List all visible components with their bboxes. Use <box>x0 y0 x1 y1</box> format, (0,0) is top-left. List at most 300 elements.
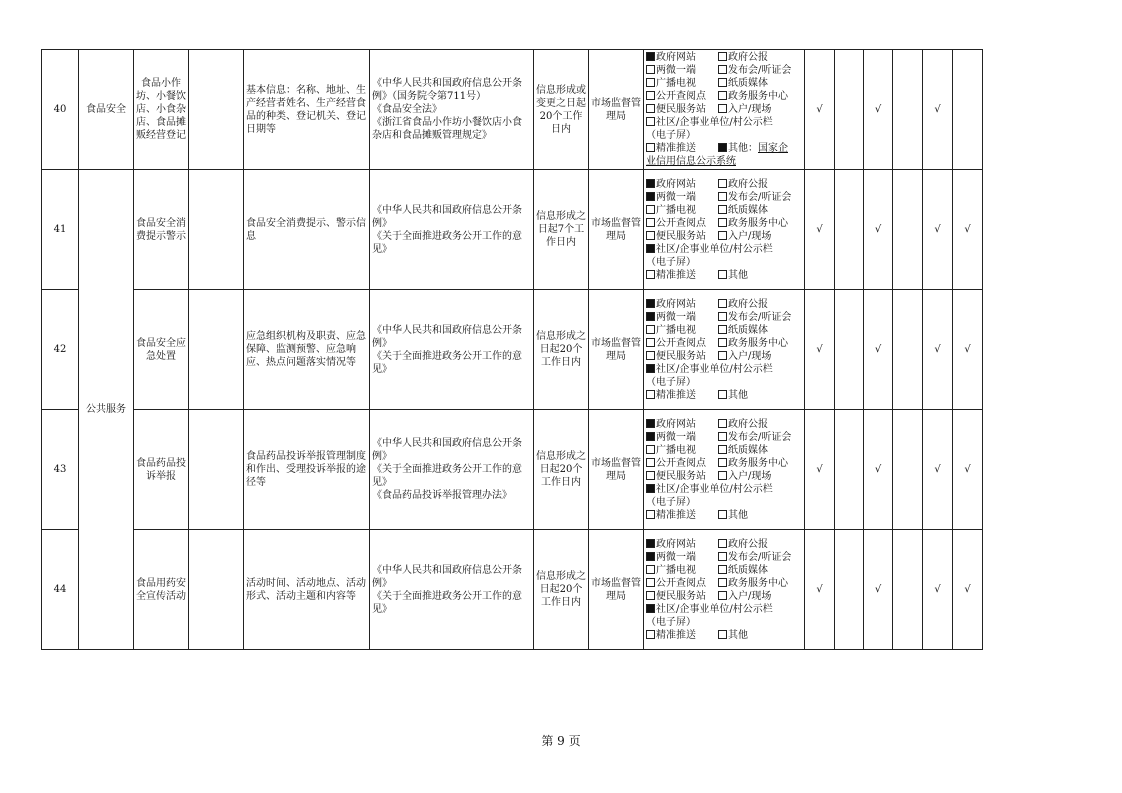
channel-line <box>646 564 802 577</box>
basis-cell: 《中华人民共和国政府信息公开条例》 《关于全面推进政务公开工作的意见》 <box>370 290 534 410</box>
channel-line <box>646 496 802 509</box>
unchecked-box-icon <box>718 65 727 74</box>
channel-option-label: 精准推送 <box>656 269 696 281</box>
channel-line <box>646 90 802 103</box>
basis-cell: 《中华人民共和国政府信息公开条例》（国务院令第711号） 《食品安全法》 《浙江省食品小作坊小餐饮店小食杂店和食品摊贩管理规定》 <box>370 50 534 170</box>
unchecked-box-icon <box>646 630 655 639</box>
channel-option-label: 便民服务站 <box>656 104 706 115</box>
channel-line <box>646 324 802 337</box>
channels-cell <box>644 50 805 170</box>
unchecked-box-icon <box>646 143 655 152</box>
channel-option-label: 广播电视 <box>656 78 696 89</box>
check-cell: √ <box>864 170 893 290</box>
check-cell: √ <box>864 290 893 410</box>
channel-option <box>718 217 788 230</box>
channel-option <box>718 509 748 522</box>
time-limit-cell: 信息形成或变更之日起20个工作日内 <box>534 50 589 170</box>
channels-cell <box>644 410 805 530</box>
channel-line <box>646 603 802 616</box>
unchecked-box-icon <box>718 591 727 600</box>
channel-option-label: 政务服务中心 <box>728 337 788 349</box>
sub-item-cell <box>189 290 244 410</box>
channel-line <box>646 129 802 142</box>
check-cell: √ <box>805 290 835 410</box>
row-number: 40 <box>42 50 79 170</box>
channel-option-label: 入户/现场 <box>728 590 772 602</box>
channel-option-label: 发布会/听证会 <box>728 191 792 203</box>
channel-option-label: 政务服务中心 <box>728 217 788 229</box>
disclosure-table <box>41 49 983 650</box>
channel-option <box>646 230 718 243</box>
checked-box-icon <box>646 604 655 613</box>
channel-option <box>646 444 718 457</box>
unchecked-box-icon <box>718 578 727 587</box>
table-row <box>42 290 983 410</box>
channel-option-label: 发布会/听证会 <box>728 65 792 76</box>
channel-line <box>646 142 802 155</box>
channel-option <box>646 324 718 337</box>
channel-option-label: 政务服务中心 <box>728 457 788 469</box>
checked-box-icon <box>646 552 655 561</box>
check-cell <box>835 410 864 530</box>
unchecked-box-icon <box>718 325 727 334</box>
unchecked-box-icon <box>646 205 655 214</box>
channel-note: 业信用信息公示系统 <box>646 156 736 167</box>
channel-line <box>646 629 802 642</box>
check-cell: √ <box>923 170 953 290</box>
channel-option <box>718 298 768 311</box>
unchecked-box-icon <box>718 192 727 201</box>
channel-option <box>646 269 718 282</box>
channel-option <box>718 444 768 457</box>
checked-box-icon <box>646 419 655 428</box>
channel-line <box>646 155 802 168</box>
channel-note: （电子屏） <box>646 256 696 268</box>
checked-box-icon <box>646 52 655 61</box>
channel-option <box>646 217 718 230</box>
channel-option <box>646 350 718 363</box>
channel-option <box>718 230 771 243</box>
channel-option-label: 其他 <box>728 269 748 281</box>
checked-box-icon <box>646 192 655 201</box>
sub-item-cell <box>189 170 244 290</box>
channel-option <box>646 418 718 431</box>
check-cell: √ <box>864 530 893 650</box>
channels-cell <box>644 170 805 290</box>
channel-option <box>646 577 718 590</box>
channel-option-label: 其他 <box>728 509 748 521</box>
channel-option-label: 纸质媒体 <box>728 78 768 89</box>
channel-option <box>646 142 718 155</box>
unchecked-box-icon <box>646 510 655 519</box>
channel-option-label: 便民服务站 <box>656 350 706 362</box>
channel-note: （电子屏） <box>646 130 696 141</box>
channel-line <box>646 577 802 590</box>
department-cell: 市场监督管理局 <box>589 170 644 290</box>
department-cell: 市场监督管理局 <box>589 530 644 650</box>
unchecked-box-icon <box>718 231 727 240</box>
basis-cell: 《中华人民共和国政府信息公开条例》 《关于全面推进政务公开工作的意见》 《食品药品投诉举报管理办法》 <box>370 410 534 530</box>
unchecked-box-icon <box>718 91 727 100</box>
check-cell: √ <box>864 410 893 530</box>
channel-option-label: 发布会/听证会 <box>728 311 792 323</box>
unchecked-box-icon <box>718 78 727 87</box>
unchecked-box-icon <box>646 578 655 587</box>
check-cell: √ <box>953 410 983 530</box>
table-row <box>42 170 983 290</box>
channel-option-label: 政府网站 <box>656 178 696 190</box>
channel-option-label: 精准推送 <box>656 629 696 641</box>
channel-line <box>646 457 802 470</box>
time-limit-cell: 信息形成之日起20个工作日内 <box>534 530 589 650</box>
unchecked-box-icon <box>718 218 727 227</box>
channel-option-label: 两微一端 <box>656 191 696 203</box>
channel-option-label: 政府公报 <box>728 418 768 430</box>
sub-item-cell <box>189 410 244 530</box>
item-cell: 食品药品投诉举报 <box>134 410 189 530</box>
check-cell: √ <box>923 530 953 650</box>
channel-option-label: 两微一端 <box>656 311 696 323</box>
basis-cell: 《中华人民共和国政府信息公开条例》 《关于全面推进政务公开工作的意见》 <box>370 530 534 650</box>
checked-box-icon <box>646 312 655 321</box>
channel-option <box>718 64 791 77</box>
channel-option-label: 便民服务站 <box>656 590 706 602</box>
row-number: 44 <box>42 530 79 650</box>
channel-option-label: 入户/现场 <box>728 350 772 362</box>
item-cell: 食品安全消费提示警示 <box>134 170 189 290</box>
channel-line <box>646 376 802 389</box>
channel-option-label: 公开查阅点 <box>656 577 706 589</box>
checked-box-icon <box>646 299 655 308</box>
department-cell: 市场监督管理局 <box>589 290 644 410</box>
channel-option-label: 纸质媒体 <box>728 324 768 336</box>
channels-cell <box>644 530 805 650</box>
channel-option-label: 社区/企事业单位/村公示栏 <box>656 363 773 375</box>
check-cell <box>893 290 923 410</box>
channel-option-label: 广播电视 <box>656 444 696 456</box>
unchecked-box-icon <box>646 270 655 279</box>
checked-box-icon <box>646 364 655 373</box>
time-limit-cell: 信息形成之日起20个工作日内 <box>534 290 589 410</box>
channel-line <box>646 616 802 629</box>
unchecked-box-icon <box>646 104 655 113</box>
channel-line <box>646 509 802 522</box>
unchecked-box-icon <box>646 325 655 334</box>
time-limit-cell: 信息形成之日起20个工作日内 <box>534 410 589 530</box>
unchecked-box-icon <box>718 205 727 214</box>
channel-option-label: 社区/企事业单位/村公示栏 <box>656 117 773 128</box>
check-cell <box>835 50 864 170</box>
channel-option <box>718 77 768 90</box>
unchecked-box-icon <box>718 458 727 467</box>
item-cell: 食品小作坊、小餐饮店、小食杂店、食品摊贩经营登记 <box>134 50 189 170</box>
channel-note: 国家企 <box>758 143 788 154</box>
check-cell <box>893 170 923 290</box>
check-cell: √ <box>953 170 983 290</box>
channels-cell <box>644 290 805 410</box>
channel-option-label: 广播电视 <box>656 324 696 336</box>
channel-option <box>646 191 718 204</box>
row-number: 41 <box>42 170 79 290</box>
channel-option-label: 社区/企事业单位/村公示栏 <box>656 603 773 615</box>
channel-line <box>646 363 802 376</box>
time-limit-cell: 信息形成之日起7个工作日内 <box>534 170 589 290</box>
channel-option-label: 公开查阅点 <box>656 457 706 469</box>
channel-option-label: 政务服务中心 <box>728 91 788 102</box>
check-cell: √ <box>953 530 983 650</box>
channel-option-label: 两微一端 <box>656 551 696 563</box>
channel-option <box>646 363 773 376</box>
channel-option <box>646 77 718 90</box>
basis-cell: 《中华人民共和国政府信息公开条例》 《关于全面推进政务公开工作的意见》 <box>370 170 534 290</box>
channel-option <box>646 629 718 642</box>
checked-box-icon <box>646 244 655 253</box>
table-row <box>42 530 983 650</box>
channel-option-label: 入户/现场 <box>728 230 772 242</box>
content-cell: 食品安全消费提示、警示信息 <box>244 170 370 290</box>
table-row <box>42 410 983 530</box>
check-cell: √ <box>864 50 893 170</box>
channel-option <box>718 590 771 603</box>
channel-note: （电子屏） <box>646 616 696 628</box>
channel-option-label: 其他： <box>728 143 758 154</box>
channel-option-label: 公开查阅点 <box>656 217 706 229</box>
unchecked-box-icon <box>646 591 655 600</box>
channel-line <box>646 269 802 282</box>
channel-option-label: 两微一端 <box>656 431 696 443</box>
channel-line <box>646 116 802 129</box>
channel-line <box>646 418 802 431</box>
channel-option <box>646 64 718 77</box>
channel-line <box>646 298 802 311</box>
channel-option <box>646 337 718 350</box>
unchecked-box-icon <box>718 432 727 441</box>
channel-line <box>646 350 802 363</box>
department-cell: 市场监督管理局 <box>589 50 644 170</box>
channel-option-label: 社区/企事业单位/村公示栏 <box>656 483 773 495</box>
channel-option-label: 其他 <box>728 389 748 401</box>
checked-box-icon <box>646 179 655 188</box>
check-cell: √ <box>805 410 835 530</box>
channel-option <box>646 178 718 191</box>
check-cell: √ <box>953 290 983 410</box>
table-row <box>42 50 983 170</box>
unchecked-box-icon <box>718 104 727 113</box>
unchecked-box-icon <box>718 52 727 61</box>
unchecked-box-icon <box>718 390 727 399</box>
channel-line <box>646 103 802 116</box>
channel-option <box>718 350 771 363</box>
check-cell <box>835 530 864 650</box>
channel-line <box>646 64 802 77</box>
check-cell <box>835 170 864 290</box>
channel-option <box>718 629 748 642</box>
channel-option <box>646 564 718 577</box>
unchecked-box-icon <box>718 565 727 574</box>
channel-note: （电子屏） <box>646 376 696 388</box>
check-cell: √ <box>805 170 835 290</box>
channel-line <box>646 191 802 204</box>
unchecked-box-icon <box>718 552 727 561</box>
channel-option <box>646 90 718 103</box>
channel-option-label: 其他 <box>728 629 748 641</box>
unchecked-box-icon <box>646 390 655 399</box>
channel-option-label: 政府公报 <box>728 538 768 550</box>
channel-option <box>718 389 748 402</box>
channel-option-label: 精准推送 <box>656 509 696 521</box>
unchecked-box-icon <box>646 65 655 74</box>
channel-line <box>646 256 802 269</box>
channel-option-label: 政府网站 <box>656 538 696 550</box>
channel-option <box>646 243 773 256</box>
channel-option <box>718 311 791 324</box>
channel-line <box>646 551 802 564</box>
page-number: 第 9 页 <box>541 734 581 748</box>
channel-option-label: 纸质媒体 <box>728 564 768 576</box>
channel-option <box>646 311 718 324</box>
unchecked-box-icon <box>718 419 727 428</box>
check-cell <box>835 290 864 410</box>
channel-option-label: 政府公报 <box>728 52 768 63</box>
channel-option-label: 发布会/听证会 <box>728 551 792 563</box>
channel-option-label: 广播电视 <box>656 204 696 216</box>
unchecked-box-icon <box>718 510 727 519</box>
channel-option-label: 公开查阅点 <box>656 91 706 102</box>
channel-option-label: 精准推送 <box>656 389 696 401</box>
channel-option <box>718 337 788 350</box>
content-cell: 食品药品投诉举报管理制度和作出、受理投诉举报的途径等 <box>244 410 370 530</box>
check-cell <box>893 530 923 650</box>
unchecked-box-icon <box>646 117 655 126</box>
unchecked-box-icon <box>718 338 727 347</box>
item-cell: 食品用药安全宣传活动 <box>134 530 189 650</box>
channel-option <box>646 51 718 64</box>
channel-option-label: 公开查阅点 <box>656 337 706 349</box>
channel-option <box>718 324 768 337</box>
check-cell <box>893 50 923 170</box>
channel-line <box>646 217 802 230</box>
unchecked-box-icon <box>718 539 727 548</box>
channel-option-label: 发布会/听证会 <box>728 431 792 443</box>
channel-option-label: 精准推送 <box>656 143 696 154</box>
channel-line <box>646 431 802 444</box>
channel-option <box>718 564 768 577</box>
channel-option <box>646 509 718 522</box>
channel-option <box>718 470 771 483</box>
channel-option <box>646 483 773 496</box>
category-cell: 食品安全 <box>79 50 134 170</box>
channel-option <box>718 269 748 282</box>
channel-option <box>718 551 791 564</box>
check-cell: √ <box>923 410 953 530</box>
channel-option-label: 两微一端 <box>656 65 696 76</box>
channel-option <box>646 538 718 551</box>
channel-option-label: 纸质媒体 <box>728 444 768 456</box>
channel-line <box>646 178 802 191</box>
check-cell: √ <box>923 50 953 170</box>
unchecked-box-icon <box>718 299 727 308</box>
channel-option <box>718 431 791 444</box>
channel-option-label: 政府公报 <box>728 178 768 190</box>
unchecked-box-icon <box>718 270 727 279</box>
channel-option-label: 政府公报 <box>728 298 768 310</box>
unchecked-box-icon <box>646 445 655 454</box>
channel-line <box>646 470 802 483</box>
check-cell <box>953 50 983 170</box>
channel-option-label: 政府网站 <box>656 298 696 310</box>
department-cell: 市场监督管理局 <box>589 410 644 530</box>
channel-note: （电子屏） <box>646 496 696 508</box>
channel-option <box>646 298 718 311</box>
checked-box-icon <box>718 143 727 152</box>
channel-line <box>646 230 802 243</box>
content-cell: 应急组织机构及职责、应急保障、监测预警、应急响应、热点问题落实情况等 <box>244 290 370 410</box>
channel-option <box>718 204 768 217</box>
row-number: 42 <box>42 290 79 410</box>
unchecked-box-icon <box>646 458 655 467</box>
unchecked-box-icon <box>646 91 655 100</box>
checked-box-icon <box>646 484 655 493</box>
channel-option-label: 政府网站 <box>656 52 696 63</box>
channel-option-label: 便民服务站 <box>656 230 706 242</box>
channel-option <box>718 103 771 116</box>
channel-option-label: 便民服务站 <box>656 470 706 482</box>
channel-option <box>646 603 773 616</box>
channel-option-label: 社区/企事业单位/村公示栏 <box>656 243 773 255</box>
channel-option <box>718 577 788 590</box>
unchecked-box-icon <box>718 471 727 480</box>
sub-item-cell <box>189 530 244 650</box>
unchecked-box-icon <box>718 179 727 188</box>
channel-option <box>718 142 758 155</box>
sub-item-cell <box>189 50 244 170</box>
check-cell: √ <box>805 530 835 650</box>
channel-option <box>718 178 768 191</box>
unchecked-box-icon <box>646 78 655 87</box>
unchecked-box-icon <box>718 630 727 639</box>
channel-line <box>646 337 802 350</box>
check-cell: √ <box>923 290 953 410</box>
unchecked-box-icon <box>646 565 655 574</box>
checked-box-icon <box>646 432 655 441</box>
content-cell: 活动时间、活动地点、活动形式、活动主题和内容等 <box>244 530 370 650</box>
channel-option-label: 政府网站 <box>656 418 696 430</box>
channel-option <box>646 204 718 217</box>
channel-line <box>646 389 802 402</box>
channel-option <box>646 551 718 564</box>
channel-option-label: 入户/现场 <box>728 104 772 115</box>
channel-option <box>646 431 718 444</box>
channel-option <box>718 191 791 204</box>
channel-option-label: 入户/现场 <box>728 470 772 482</box>
channel-option <box>718 538 768 551</box>
unchecked-box-icon <box>646 218 655 227</box>
item-cell: 食品安全应急处置 <box>134 290 189 410</box>
channel-line <box>646 538 802 551</box>
channel-option <box>718 90 788 103</box>
channel-option <box>646 457 718 470</box>
channel-option-label: 广播电视 <box>656 564 696 576</box>
channel-option <box>718 418 768 431</box>
check-cell <box>893 410 923 530</box>
unchecked-box-icon <box>718 351 727 360</box>
channel-line <box>646 590 802 603</box>
channel-line <box>646 51 802 64</box>
check-cell: √ <box>805 50 835 170</box>
checked-box-icon <box>646 539 655 548</box>
unchecked-box-icon <box>718 312 727 321</box>
unchecked-box-icon <box>646 338 655 347</box>
